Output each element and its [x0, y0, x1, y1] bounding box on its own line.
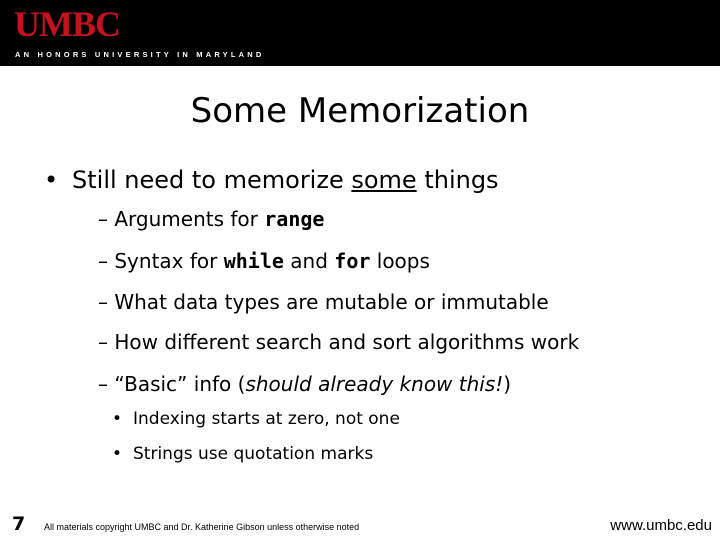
- subsubbullet-text: Indexing starts at zero, not one: [133, 409, 400, 429]
- tagline: AN HONORS UNIVERSITY IN MARYLAND: [15, 50, 265, 59]
- footer-url: www.umbc.edu: [610, 517, 712, 534]
- header-band: [0, 0, 720, 66]
- subbullet-basic-italic: should already know this!: [245, 372, 504, 396]
- subbullet-basic: [98, 370, 511, 398]
- bullet-suffix: things: [416, 166, 499, 194]
- slide-title: Some Memorization: [190, 91, 530, 131]
- subbullet-algorithms: – How different search and sort algorithms work: [98, 330, 580, 354]
- main-bullet: [44, 164, 499, 196]
- subsubbullet-indexing: [112, 407, 400, 431]
- subbullet-range: [98, 205, 324, 233]
- bullet-dot-icon: •: [44, 166, 59, 194]
- subbullet-syntax-text1: – Syntax for: [98, 249, 224, 273]
- subbullet-basic-text2: ): [503, 372, 512, 396]
- subbullet-syntax-text2: and: [283, 249, 335, 273]
- bullet-emphasis: some: [351, 166, 417, 194]
- subbullet-syntax: [98, 247, 430, 275]
- subbullet-syntax-text3: loops: [370, 249, 430, 273]
- code-range: range: [264, 207, 325, 231]
- subbullet-mutable: – What data types are mutable or immutable: [98, 290, 549, 314]
- bullet-dot-icon: •: [112, 409, 123, 429]
- code-while: while: [223, 249, 284, 273]
- slide-number: 7: [12, 513, 26, 535]
- subsubbullet-strings: [112, 442, 373, 466]
- subsubbullet-text: Strings use quotation marks: [133, 444, 374, 464]
- code-for: for: [334, 249, 371, 273]
- subbullet-basic-text1: – “Basic” info (: [98, 372, 246, 396]
- subbullet-range-text: – Arguments for: [98, 207, 265, 231]
- copyright-notice: All materials copyright UMBC and Dr. Katherine Gibson unless otherwise noted: [44, 522, 360, 532]
- bullet-prefix: Still need to memorize: [72, 166, 352, 194]
- umbc-logo: UMBC: [14, 4, 120, 44]
- bullet-dot-icon: •: [112, 444, 123, 464]
